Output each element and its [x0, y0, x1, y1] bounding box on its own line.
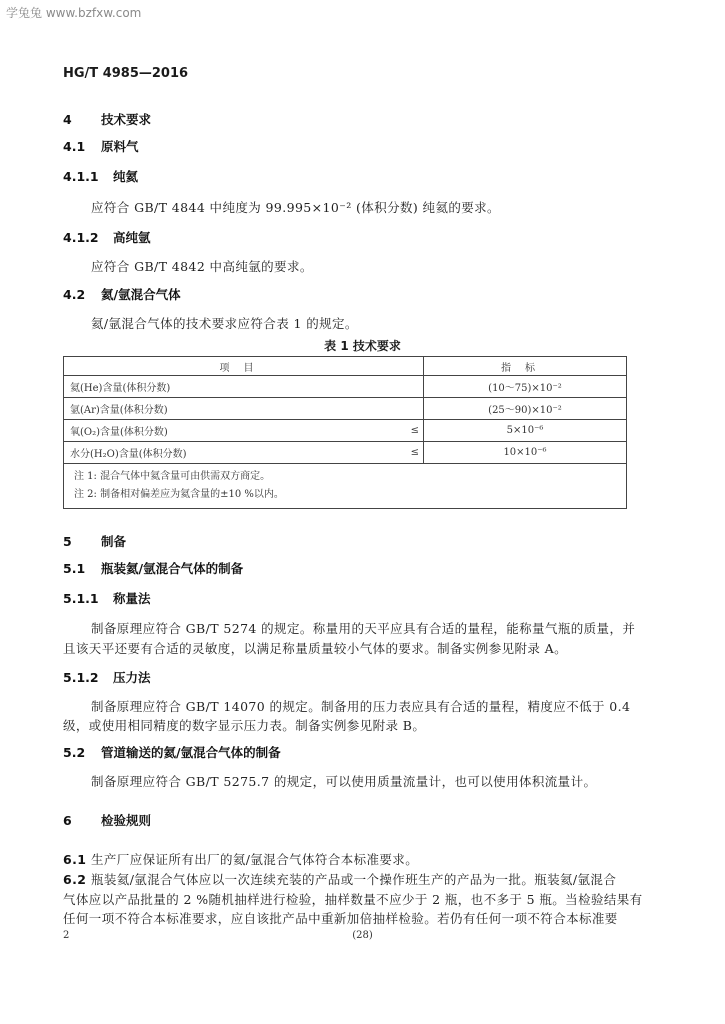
table-header-value: 指标: [424, 357, 627, 376]
paragraph-5-2: 制备原理应符合 GB/T 5275.7 的规定，可以使用质量流量计，也可以使用体积流量计。: [91, 774, 597, 789]
paragraph-5-1-2-line-1: 制备原理应符合 GB/T 14070 的规定。制备用的压力表应具有合适的量程，精度应不低于 0.4: [91, 699, 631, 714]
section-6-heading: 6 检验规则: [63, 813, 152, 828]
table-caption: 表 1 技术要求: [324, 339, 401, 353]
paragraph-4-1-2: 应符合 GB/T 4842 中高纯氩的要求。: [91, 259, 313, 274]
paragraph-5-1-1-line-2: 且该天平还要有合适的灵敏度，以满足称量质量较小气体的要求。制备实例参见附录 A。: [63, 641, 568, 656]
paragraph-5-1-2-line-2: 级，或使用相同精度的数字显示压力表。制备实例参见附录 B。: [63, 718, 426, 733]
watermark: 学兔兔 www.bzfxw.com: [6, 6, 142, 20]
table-row: 氩(Ar)含量(体积分数) (25～90)×10⁻²: [64, 398, 627, 420]
table-note-1: 注 1: 混合气体中氦含量可由供需双方商定。: [74, 471, 271, 482]
section-5-1-heading: 5.1 瓶装氦/氩混合气体的制备: [63, 561, 244, 576]
section-5-heading: 5 制备: [63, 534, 127, 549]
section-4-1-1-heading: 4.1.1 纯氦: [63, 169, 139, 184]
technical-requirements-table: [63, 356, 627, 509]
table-header-row: [64, 357, 627, 376]
paragraph-5-1-1-line-1: 制备原理应符合 GB/T 5274 的规定。称量用的天平应具有合适的量程，能称量气瓶的质量，并: [91, 621, 636, 636]
section-4-1-2-heading: 4.1.2 高纯氩: [63, 230, 151, 245]
page-number: 2: [63, 930, 70, 941]
section-5-2-heading: 5.2 管道输送的氦/氩混合气体的制备: [63, 745, 281, 760]
section-5-1-1-heading: 5.1.1 称量法: [63, 591, 151, 606]
table-notes-row: [64, 464, 627, 509]
table-note-2: 注 2: 制备相对偏差应为氦含量的±10 %以内。: [74, 489, 284, 500]
paragraph-6-2-line-1: 6.2 瓶装氦/氩混合气体应以一次连续充装的产品或一个操作班生产的产品为一批。瓶装氦/氩混合: [63, 872, 617, 887]
paragraph-4-2: 氦/氩混合气体的技术要求应符合表 1 的规定。: [91, 316, 358, 331]
footer-code: (28): [352, 930, 373, 941]
table-header-item: 项目: [64, 357, 424, 376]
paragraph-6-2-line-2: 气体应以产品批量的 2 %随机抽样进行检验，抽样数量不应少于 2 瓶，也不多于 5 瓶。当检验结果有: [63, 892, 643, 907]
section-4-1-heading: 4.1 原料气: [63, 139, 139, 154]
table-row: 水分(H₂O)含量(体积分数) ≤ 10×10⁻⁶: [64, 442, 627, 464]
section-4-2-heading: 4.2 氦/氩混合气体: [63, 287, 181, 302]
section-5-1-2-heading: 5.1.2 压力法: [63, 670, 151, 685]
paragraph-6-2-line-3: 任何一项不符合本标准要求，应自该批产品中重新加倍抽样检验。若仍有任何一项不符合本标准要: [63, 911, 618, 926]
document-header: HG/T 4985—2016: [63, 66, 189, 81]
section-4-heading: 4 技术要求: [63, 112, 152, 127]
paragraph-6-1: 6.1 生产厂应保证所有出厂的氦/氩混合气体符合本标准要求。: [63, 852, 419, 867]
paragraph-4-1-1: 应符合 GB/T 4844 中纯度为 99.995×10⁻² (体积分数) 纯氦的要求。: [91, 200, 500, 215]
table-row: 氧(O₂)含量(体积分数) ≤ 5×10⁻⁶: [64, 420, 627, 442]
table-row: 氦(He)含量(体积分数) (10～75)×10⁻²: [64, 376, 627, 398]
